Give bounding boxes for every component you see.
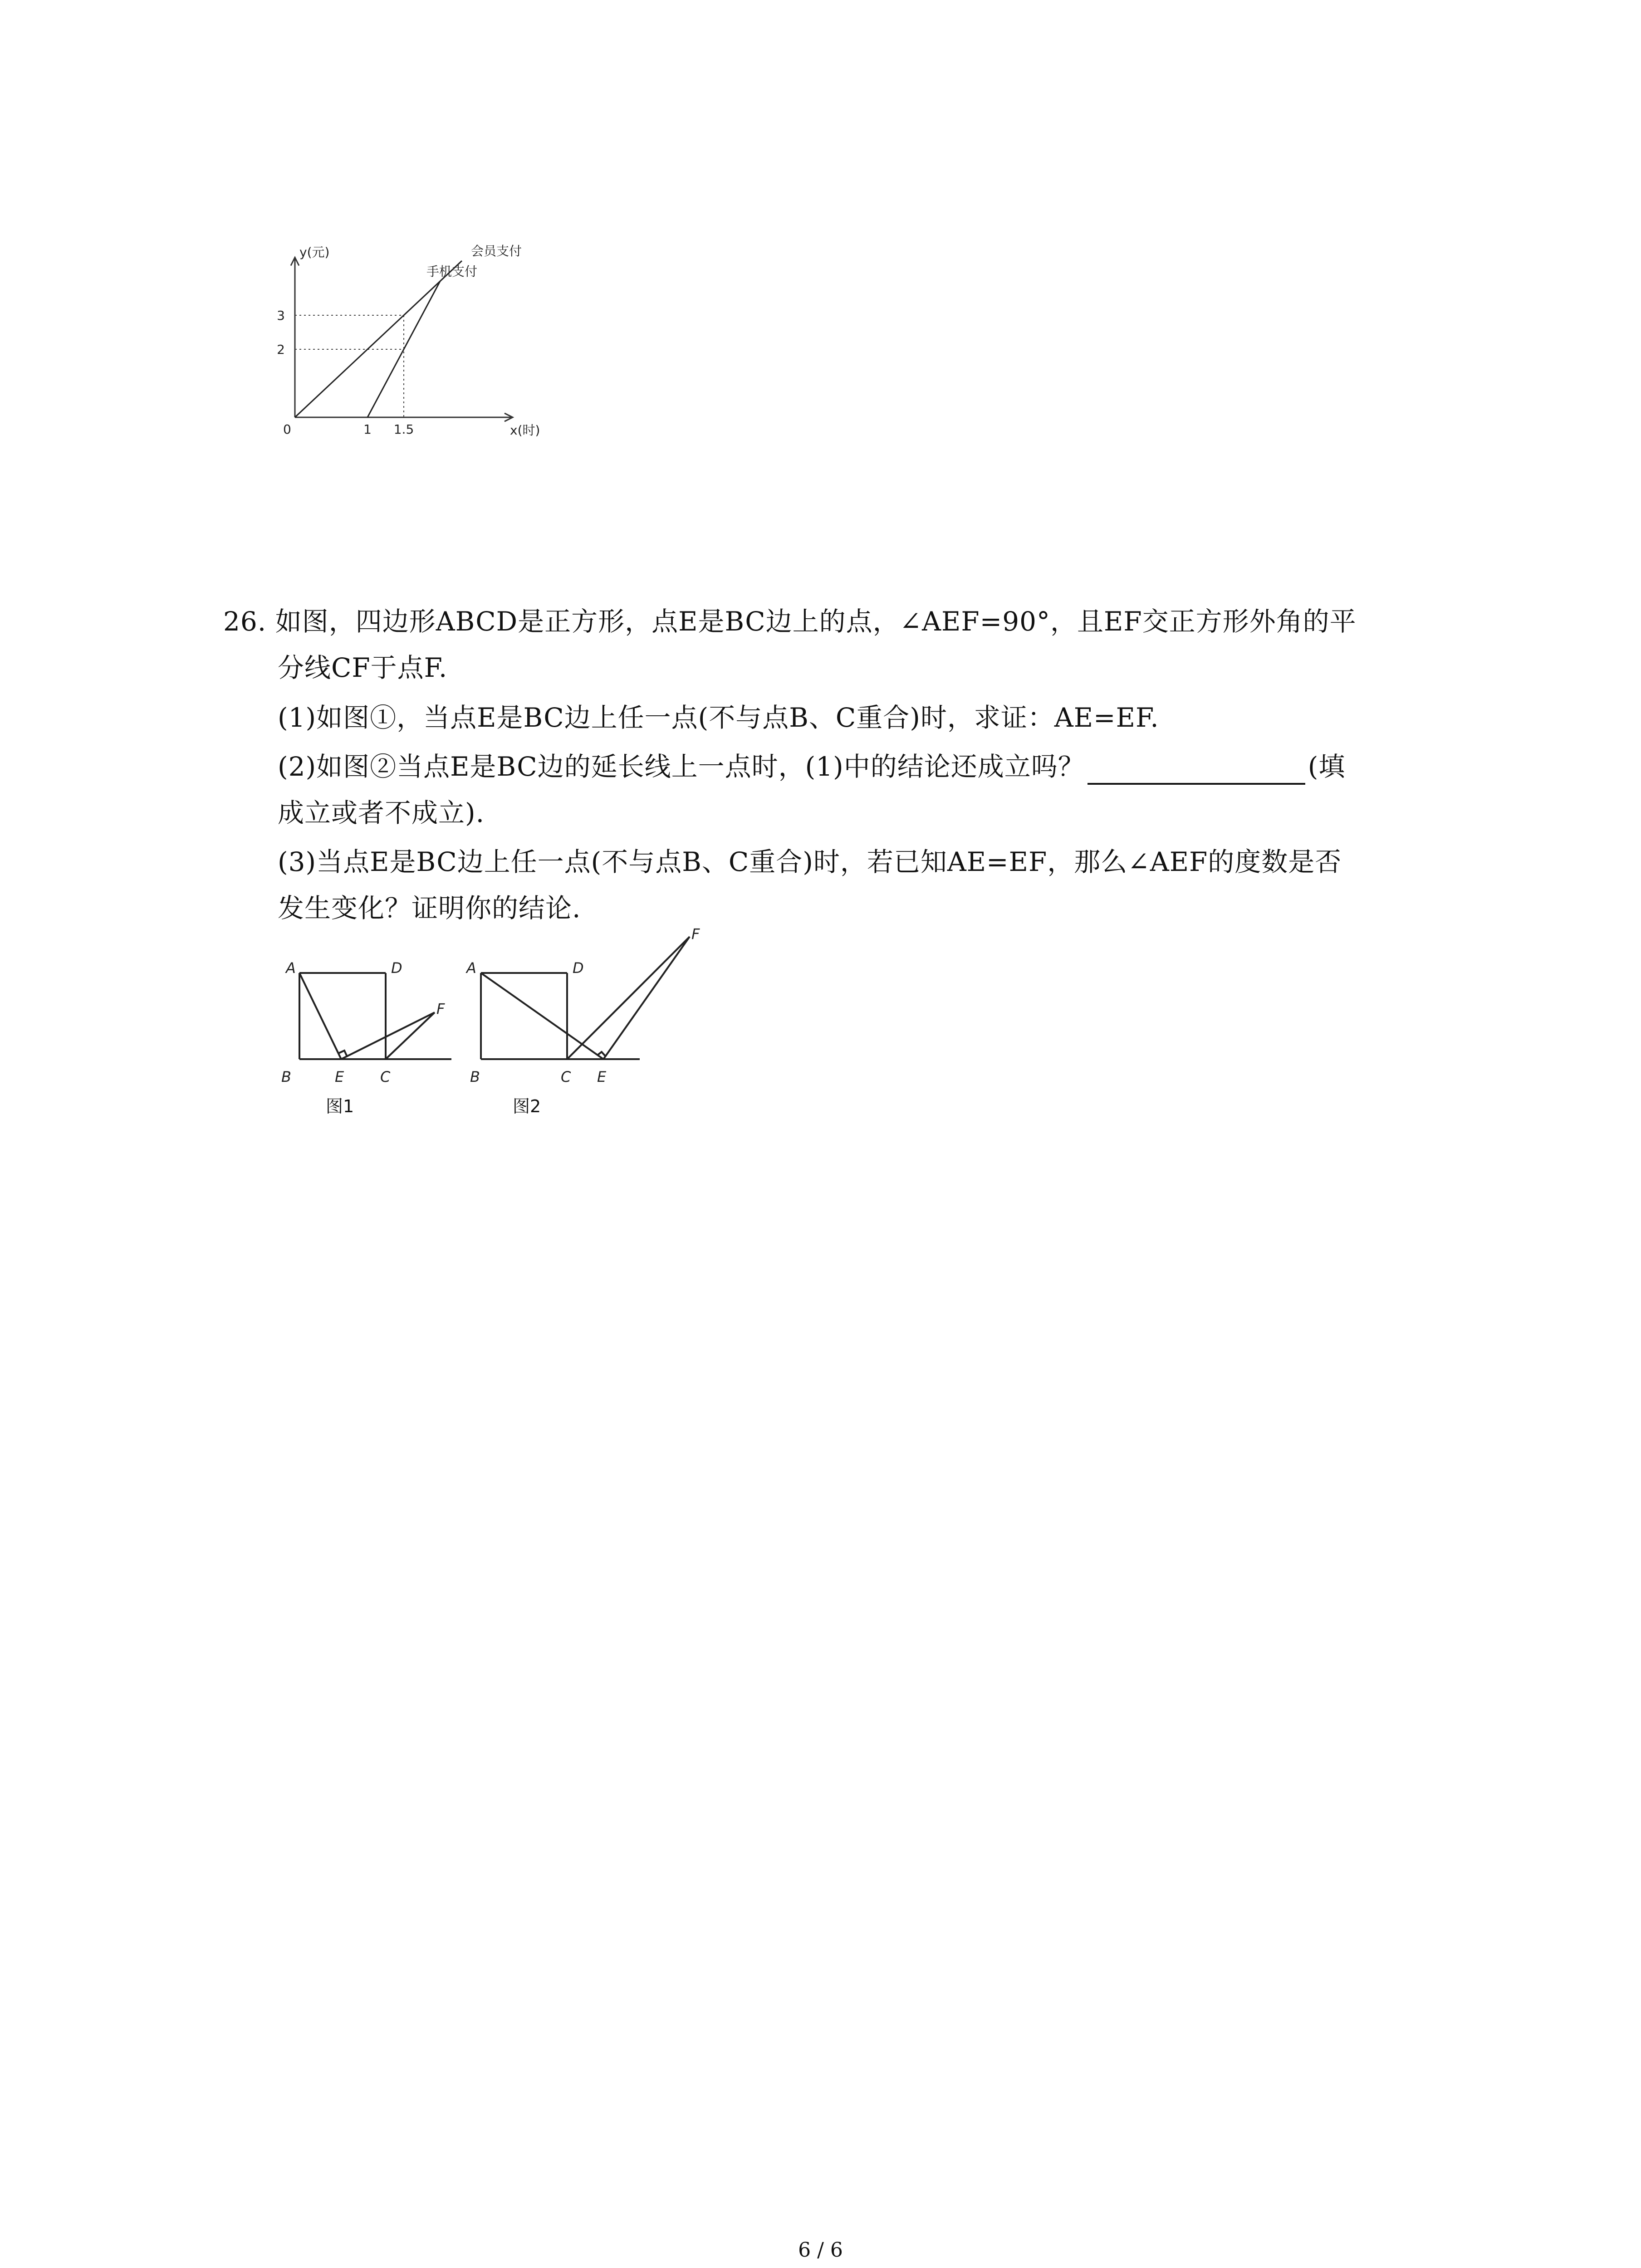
question-part-2-fill-hint: (填 bbox=[1308, 751, 1346, 782]
fig2-label-f: F bbox=[691, 925, 700, 943]
chart-plot-area bbox=[277, 244, 540, 438]
fig1-label-a: A bbox=[286, 959, 296, 977]
answer-blank[interactable] bbox=[1087, 755, 1305, 785]
figure-1-caption: 图1 bbox=[326, 1096, 354, 1116]
fig1-segment-cf bbox=[386, 1012, 435, 1059]
fig1-label-f: F bbox=[436, 1000, 445, 1017]
fig1-segment-ef bbox=[341, 1012, 435, 1059]
question-number: 26. bbox=[223, 606, 267, 637]
y-tick-label-1: 3 bbox=[277, 308, 285, 323]
question-part-3-line-1: (3)当点E是BC边上任一点(不与点B、C重合)时，若已知AE=EF，那么∠AEF的度数是否 bbox=[278, 846, 1342, 877]
fig2-label-e: E bbox=[597, 1068, 607, 1085]
payment-chart bbox=[254, 204, 572, 458]
question-part-2-text: (2)如图②当点E是BC边的延长线上一点时，(1)中的结论还成立吗？ bbox=[278, 751, 1085, 782]
question-part-1: (1)如图①，当点E是BC边上任一点(不与点B、C重合)时，求证：AE=EF. bbox=[278, 702, 1159, 733]
fig1-label-b: B bbox=[281, 1068, 291, 1085]
fig2-segment-ae bbox=[481, 973, 603, 1059]
series-label-1: 会员支付 bbox=[471, 244, 522, 259]
question-stem: 如图，四边形ABCD是正方形，点E是BC边上的点，∠AEF=90°，且EF交正方形外角的平 bbox=[275, 606, 1357, 637]
x-axis-label: x(时) bbox=[510, 423, 540, 438]
question-part-2 bbox=[278, 748, 1345, 785]
fig2-label-c: C bbox=[561, 1068, 571, 1085]
fig2-label-d: D bbox=[573, 959, 584, 977]
question-part-2-line-2: 成立或者不成立). bbox=[278, 797, 485, 828]
fig1-segment-ae bbox=[299, 973, 341, 1059]
series-label-0: 手机支付 bbox=[426, 264, 478, 279]
fig1-label-e: E bbox=[335, 1068, 344, 1085]
y-tick-label-0: 2 bbox=[277, 342, 285, 357]
x-tick-label-1: 1.5 bbox=[393, 422, 414, 437]
figure-1-diagram bbox=[272, 953, 463, 1089]
series-line-1 bbox=[295, 261, 462, 417]
figure-2-caption: 图2 bbox=[513, 1096, 541, 1116]
fig1-label-c: C bbox=[380, 1068, 391, 1085]
x-tick-label-0: 1 bbox=[363, 422, 372, 437]
fig2-segment-cf bbox=[567, 937, 690, 1059]
question-part-3-line-2: 发生变化？证明你的结论. bbox=[278, 893, 581, 924]
fig2-label-a: A bbox=[466, 959, 476, 977]
fig2-segment-ef bbox=[603, 937, 690, 1059]
y-axis-label: y(元) bbox=[299, 244, 330, 260]
question-line-1 bbox=[223, 603, 1357, 640]
fig2-label-b: B bbox=[470, 1068, 480, 1085]
page-number: 6 / 6 bbox=[798, 2239, 843, 2262]
origin-label: 0 bbox=[283, 422, 291, 437]
fig1-label-d: D bbox=[391, 959, 402, 977]
question-line-2: 分线CF于点F. bbox=[278, 652, 448, 683]
figure-2-diagram bbox=[454, 925, 726, 1089]
